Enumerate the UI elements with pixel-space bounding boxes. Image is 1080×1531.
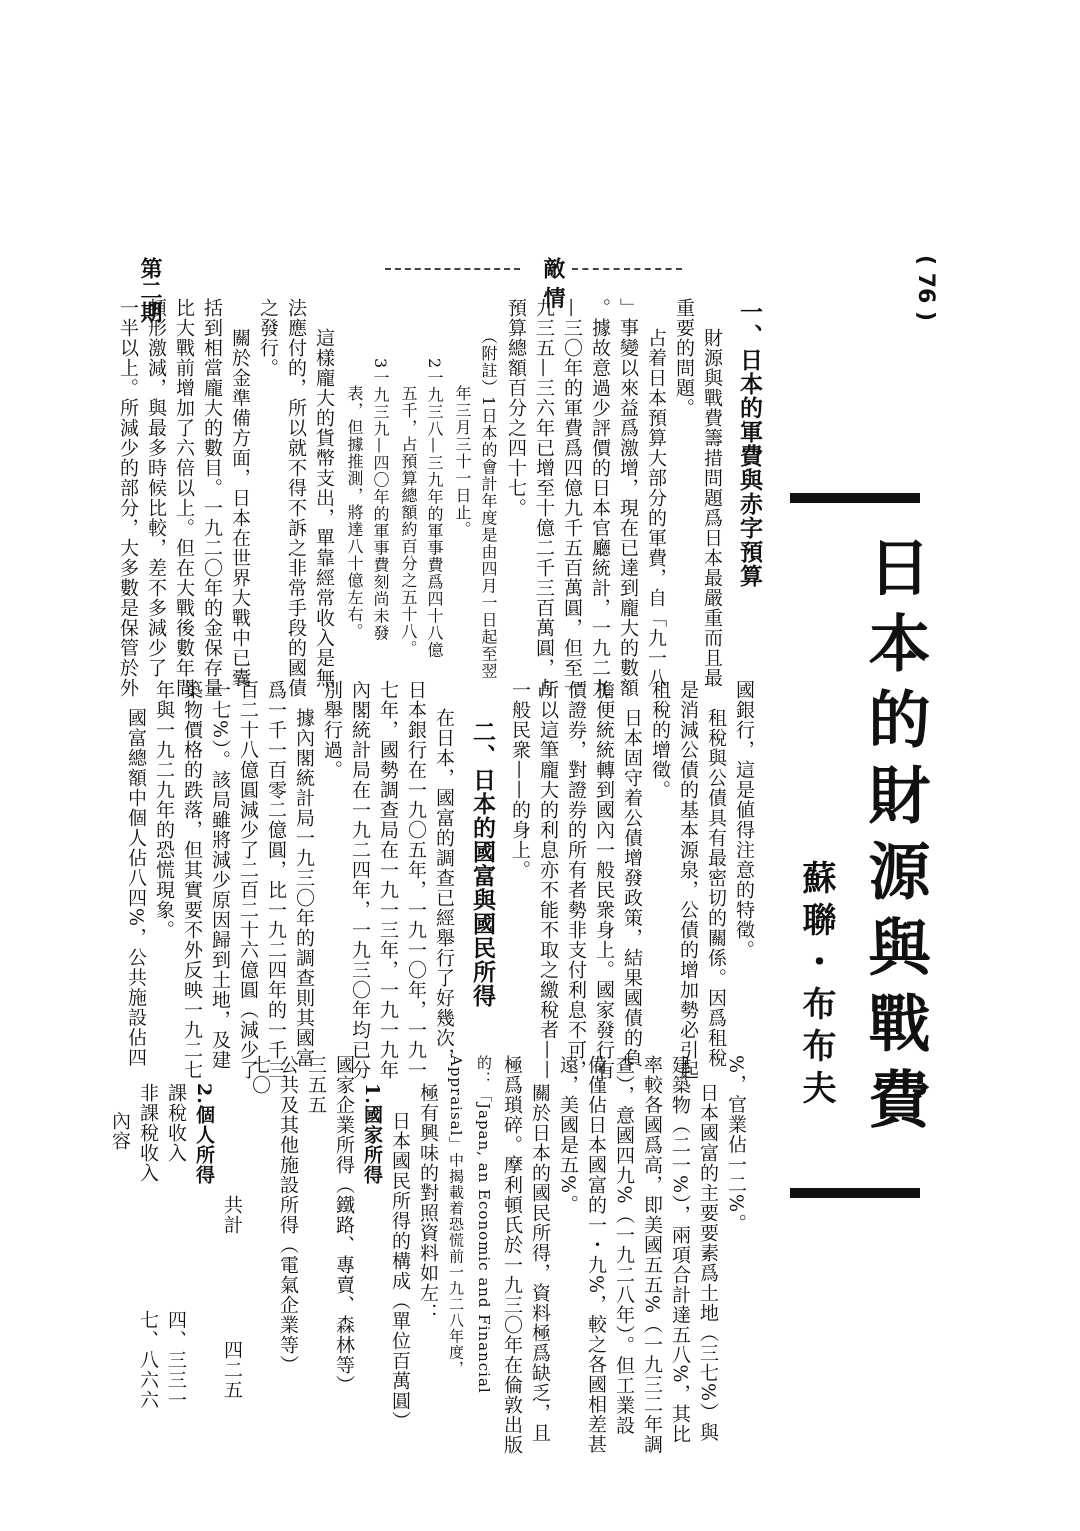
text-line: 極爲瑣碎。摩利頓氏於一九三〇年在倫敦出版: [501, 1055, 523, 1455]
page-number: ( 76 ): [913, 255, 938, 322]
text-line: 日本固守着公債增發政策，結果國債的負: [621, 708, 643, 1068]
text-line: 備僅佔日本國富的一・九%，較之各國相差甚: [585, 1055, 607, 1455]
text-line: 租稅與公債具有最密切的關係。因爲租稅: [705, 708, 727, 1068]
section-heading-1: 一、日本的軍費與赤字預算: [736, 300, 763, 588]
lower-column: [110, 1055, 750, 1475]
article-title: 日本的財源與戰費: [858, 535, 931, 1143]
text-line: 百二十八億圓減少了二百二十六億圓（減少了: [237, 680, 259, 1080]
text-line: 重要的問題。: [673, 298, 695, 418]
text-line: 所以這筆龐大的利息亦不能不取之繳稅者——: [537, 680, 559, 1080]
text-line: 擔便統統轉到國內一般民衆身上。國家發行有: [593, 680, 615, 1080]
text-line: 據內閣統計局一九三〇年的調查則其國富: [293, 708, 315, 1068]
text-line: 關於金準備方面，日本在世界大戰中已囊: [229, 328, 251, 688]
text-line: 預算總額百分之四十七。: [505, 298, 527, 518]
text-line: 占着日本預算大部分的軍費，自「九一八: [645, 328, 667, 688]
issue-label: 第二期: [137, 257, 163, 323]
header-ornament-left: [385, 268, 520, 270]
text-line: 財源與戰費籌措問題爲日本最嚴重而且最: [701, 328, 723, 688]
text-line: 年與一九二九年的恐慌現象。: [153, 680, 175, 940]
title-rule-top: [790, 493, 920, 503]
table-row-item: 課稅收入: [165, 1083, 187, 1163]
note-line: （附註）1日本的會計年度是由四月一日起至翌: [479, 328, 498, 680]
right-column: [110, 290, 770, 698]
text-line: 之發行。: [257, 298, 279, 378]
text-line: 國富總額中個人佔八四%，公共施設佔四: [125, 708, 147, 1068]
table-row-value: 七〇: [249, 1055, 271, 1095]
text-line: 一七%）。該局雖將減少原因歸到土地，及建: [209, 680, 231, 1070]
text-line: 是消減公債的基本源泉，公債的增加勢必引起: [677, 680, 699, 1080]
text-line: 法應付的，所以就不得不訴之非常手段的國債: [285, 298, 307, 698]
article-author: 蘇聯・布布夫: [796, 860, 836, 1112]
text-line: 租稅的增徵。: [649, 680, 671, 800]
table-row-item: 內容: [109, 1111, 131, 1151]
text-line: 比大戰前增加了六倍以上。但在大戰後數年間: [173, 298, 195, 698]
note-line: 3一九三九—四〇年的軍事費刻尚未發: [371, 358, 390, 642]
text-line: 建築物（二一%），兩項合計達五八%，其比: [669, 1055, 691, 1444]
text-line: 在日本，國富的調查已經舉行了好幾次，: [433, 708, 455, 1068]
table-caption: 日本國民所得的構成（單位百萬圓）: [389, 1111, 411, 1431]
text-line: 關於日本的國民所得，資料極爲缺乏，且: [529, 1083, 551, 1443]
section-label: 敵 情: [540, 257, 566, 309]
text-line: 九三五—三六年已增至十億二千三百萬圓，占: [533, 298, 555, 698]
text-line: 國銀行，這是値得注意的特徵。: [733, 680, 755, 960]
section-heading-2: 二、日本的國富與國民所得: [469, 720, 496, 1008]
table-row-item: 公共及其他施設所得（電氣企業等）: [277, 1055, 299, 1375]
title-rule-bottom: [790, 1188, 920, 1198]
text-line: %，官業佔一二%。: [725, 1055, 747, 1234]
table-row-label: 1.國家所得: [361, 1083, 383, 1185]
table-total-value: 四二五: [221, 1340, 243, 1400]
text-line: 遠，美國是五%。: [557, 1055, 579, 1215]
text-line: —三〇年的軍費爲四億九千五百萬圓，但至一: [561, 298, 583, 698]
text-line: 查），意國四九%（一九二八年）。但工業設: [613, 1055, 635, 1436]
note-line: 年三月三十一日止。: [453, 385, 472, 538]
text-line: 頓形激減，與最多時候比較，差不多減少了: [145, 298, 167, 678]
text-line: 價證券，對證券的所有者勢非支付利息不可，: [565, 680, 587, 1080]
table-row-item: 非課稅收入: [137, 1083, 159, 1183]
text-line: 。據故意過少評價的日本官廳統計，一九二九: [589, 298, 611, 698]
text-line: 爲一千一百零二億圓，比一九二四年的一千三: [265, 680, 287, 1080]
text-line: 這樣龐大的貨幣支出，單靠經常收入是無: [313, 328, 335, 688]
text-line: 一半以上。所減少的部分，大多數是保管於外: [117, 298, 139, 698]
note-line: 2一九三八—三九年的軍事費爲四十八億: [425, 358, 444, 659]
text-line: 日本銀行在一九〇五年，一九一〇年，一九一: [405, 680, 427, 1080]
table-row-value: 七、八六六: [137, 1310, 159, 1410]
text-line: 括到相當龐大的數目。一九二〇年的金保存量: [201, 298, 223, 698]
text-line: 一般民衆——的身上。: [509, 680, 531, 880]
text-line: 極有興味的對照資料如左：: [417, 1083, 439, 1323]
table-total-label: 共計: [221, 1195, 243, 1235]
text-line: 築物價格的跌落，但其實要不外反映一九二七: [181, 680, 203, 1080]
text-line: 」事變以來益爲激增，現在已達到龐大的數額: [617, 298, 639, 698]
table-row-item: 國家企業所得（鐵路、專賣、森林等）: [333, 1055, 355, 1395]
note-line: 五千，占預算總額約百分之五十八。: [399, 385, 418, 657]
table-row-value: 三五五: [305, 1055, 327, 1115]
note-line: 表，但據推測，將達八十億左右。: [345, 385, 364, 640]
text-line: Appraisal」中揭載着恐慌前一九二八年度，: [447, 1055, 465, 1377]
text-line: 日本國富的主要要素爲土地（三七%）與: [697, 1083, 719, 1443]
table-row-value: 四、三三一: [165, 1310, 187, 1410]
text-line: 率較各國爲高，即美國五五%（一九三二年調: [641, 1055, 663, 1455]
text-line: 別舉行過。: [321, 680, 343, 780]
table-row-label: 2.個人所得: [193, 1083, 215, 1185]
text-line: 內閣統計局在一九二四年，一九三〇年均已分: [349, 680, 371, 1080]
text-line: 七年，國勢調查局在一九一三年，一九一九年: [377, 680, 399, 1080]
header-ornament-right: [572, 268, 682, 270]
text-line: 的：「Japan, an Economic and Financial: [475, 1055, 493, 1394]
